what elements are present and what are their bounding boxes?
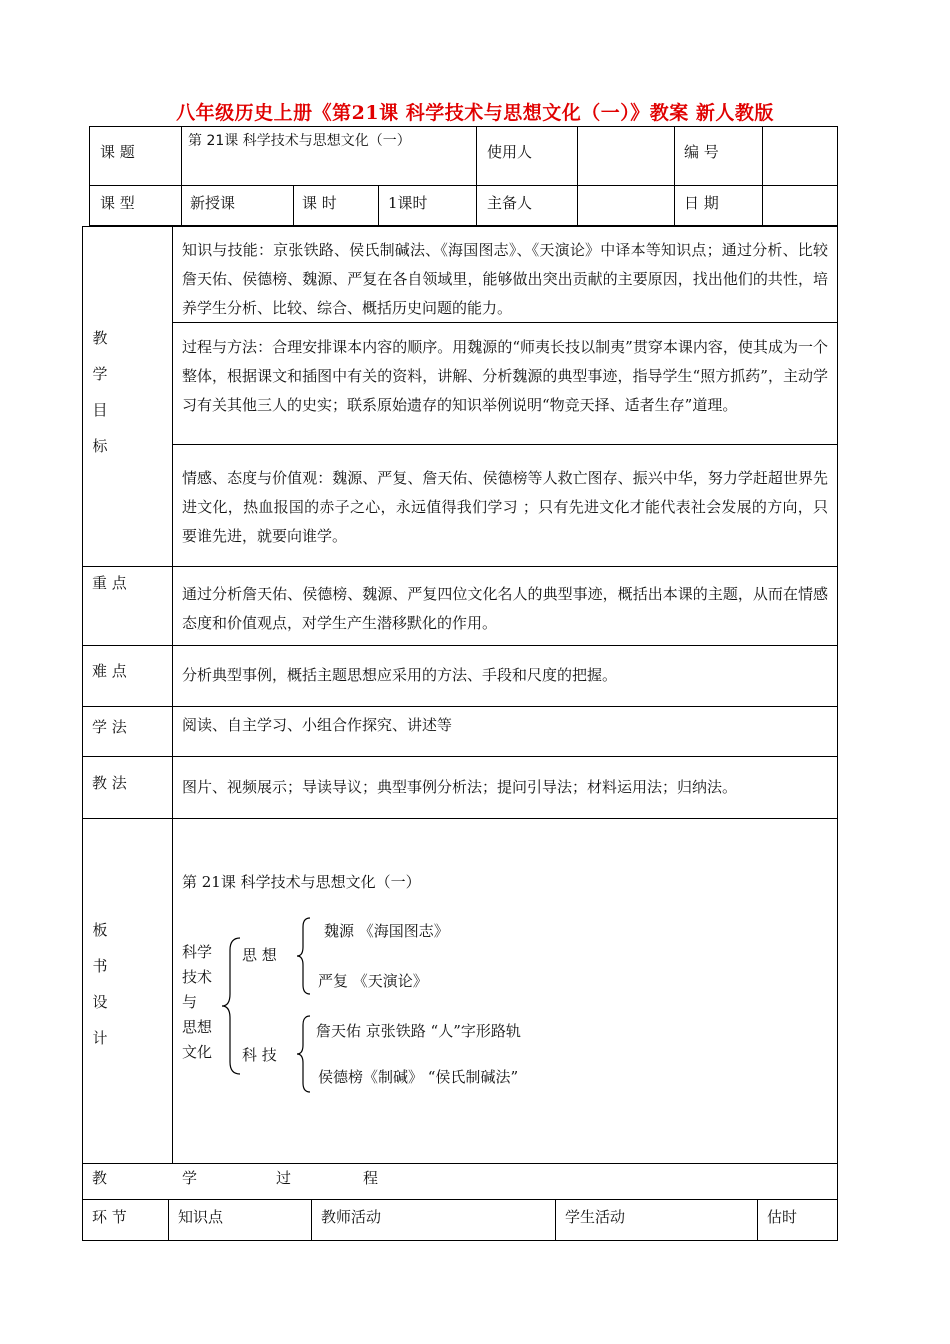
board-label-char: 设 — [92, 993, 108, 1011]
date-label: 日 期 — [684, 194, 719, 212]
objectives-sub-divider — [172, 444, 838, 445]
header-col-divider — [476, 126, 477, 226]
lesson-type-label: 课 型 — [100, 194, 135, 212]
board-root-line: 思想 — [182, 1018, 213, 1036]
header-row-divider — [89, 185, 838, 186]
board-label-char: 计 — [92, 1029, 108, 1047]
learning-method-text: 阅读、自主学习、小组合作探究、讲述等 — [182, 716, 453, 734]
board-thought-item: 魏源 《海国图志》 — [324, 922, 449, 940]
objective-knowledge: 知识与技能：京张铁路、侯氏制碱法、《海国图志》、《天演论》中译本等知识点；通过分析、比较詹天佑、侯德榜、魏源、严复在各自领域里，能够做出突出贡献的主要原因，找出他们的共性，培养学生分析、比较、综合、概括历史问题的能力。 — [182, 241, 828, 317]
column-divider — [555, 1199, 556, 1241]
row-divider — [82, 756, 838, 757]
board-heading: 第 21课 科学技术与思想文化（一） — [182, 873, 421, 891]
teaching-method-label: 教 法 — [92, 774, 127, 792]
column-header: 环 节 — [92, 1208, 127, 1226]
objective-process: 过程与方法：合理安排课本内容的顺序。用魏源的“师夷长技以制夷”贯穿本课内容，使其成为一个整体，根据课文和插图中有关的资料，讲解、分析魏源的典型事迹，指导学生“照方抓药”，主动学习有关其他三人的史实；联系原始遗存的知识举例说明“物竞天择、适者生存”道理。 — [182, 338, 828, 414]
board-label-char: 书 — [92, 957, 108, 975]
column-divider — [757, 1199, 758, 1241]
key-point-label: 重 点 — [92, 574, 127, 592]
document-title: 八年级历史上册《第21课 科学技术与思想文化（一）》教案 新人教版 — [176, 102, 774, 124]
key-point-text: 通过分析詹天佑、侯德榜、魏源、严复四位文化名人的典型事迹，概括出本课的主题，从而在情感态度和价值观点，对学生产生潜移默化的作用。 — [182, 585, 828, 632]
preparer-label: 主备人 — [487, 194, 533, 212]
number-label: 编 号 — [684, 143, 719, 161]
process-char: 教 — [92, 1169, 108, 1187]
board-branch-thought: 思 想 — [242, 946, 277, 964]
board-tech-item: 詹天佑 京张铁路 “人”字形路轨 — [316, 1022, 521, 1040]
row-divider — [82, 818, 838, 819]
lesson-topic-value: 第 21课 科学技术与思想文化（一） — [188, 133, 411, 149]
row-divider — [82, 645, 838, 646]
column-header: 估时 — [767, 1208, 798, 1226]
main-label-divider — [172, 226, 173, 1163]
objectives-label-char: 教 — [92, 329, 108, 347]
column-divider — [311, 1199, 312, 1241]
lesson-type-value: 新授课 — [190, 194, 236, 212]
lesson-hours-value: 1课时 — [388, 194, 428, 212]
board-label-char: 板 — [92, 921, 108, 939]
header-col-divider — [577, 126, 578, 226]
board-root-line: 科学 — [182, 943, 213, 961]
column-header: 知识点 — [178, 1208, 224, 1226]
process-char: 程 — [363, 1169, 379, 1187]
column-header: 学生活动 — [565, 1208, 626, 1226]
board-root-line: 与 — [182, 993, 198, 1011]
board-root-line: 文化 — [182, 1043, 213, 1061]
board-branch-tech: 科 技 — [242, 1046, 277, 1064]
objective-emotion: 情感、态度与价值观：魏源、严复、詹天佑、侯德榜等人救亡图存、振兴中华，努力学赶超世界先进文化，热血报国的赤子之心，永远值得我们学习 ；只有先进文化才能代表社会发展的方向，只要谁先进，就要向谁学。 — [182, 469, 828, 545]
header-col-divider — [378, 185, 379, 226]
column-header: 教师活动 — [321, 1208, 382, 1226]
header-col-divider — [674, 126, 675, 226]
lesson-topic-label: 课 题 — [100, 143, 135, 161]
user-label: 使用人 — [487, 143, 533, 161]
board-root-line: 技术 — [182, 968, 213, 986]
process-char: 学 — [182, 1169, 198, 1187]
objectives-label-char: 目 — [92, 401, 108, 419]
column-divider — [168, 1199, 169, 1241]
board-tech-brace — [296, 1014, 312, 1094]
header-col-divider — [762, 126, 763, 226]
row-divider — [82, 706, 838, 707]
header-col-divider — [181, 126, 182, 226]
row-divider — [82, 566, 838, 567]
process-char: 过 — [276, 1169, 292, 1187]
board-tech-item: 侯德榜《制碱》 “侯氏制碱法” — [318, 1068, 519, 1086]
difficulty-label: 难 点 — [92, 662, 127, 680]
objectives-label — [90, 320, 110, 464]
lesson-hours-label: 课 时 — [302, 194, 337, 212]
board-root — [182, 940, 216, 1065]
objectives-label-char: 学 — [92, 365, 108, 383]
header-col-divider — [293, 185, 294, 226]
row-divider — [82, 1163, 838, 1164]
row-divider — [82, 1199, 838, 1200]
objectives-label-char: 标 — [92, 437, 108, 455]
learning-method-label: 学 法 — [92, 718, 127, 736]
board-thought-item: 严复 《天演论》 — [318, 972, 428, 990]
board-thought-brace — [296, 916, 312, 996]
teaching-method-text: 图片、视频展示；导读导议；典型事例分析法；提问引导法；材料运用法；归纳法。 — [182, 778, 738, 796]
board-root-brace — [220, 936, 242, 1076]
board-label — [90, 912, 110, 1056]
difficulty-text: 分析典型事例，概括主题思想应采用的方法、手段和尺度的把握。 — [182, 666, 618, 684]
